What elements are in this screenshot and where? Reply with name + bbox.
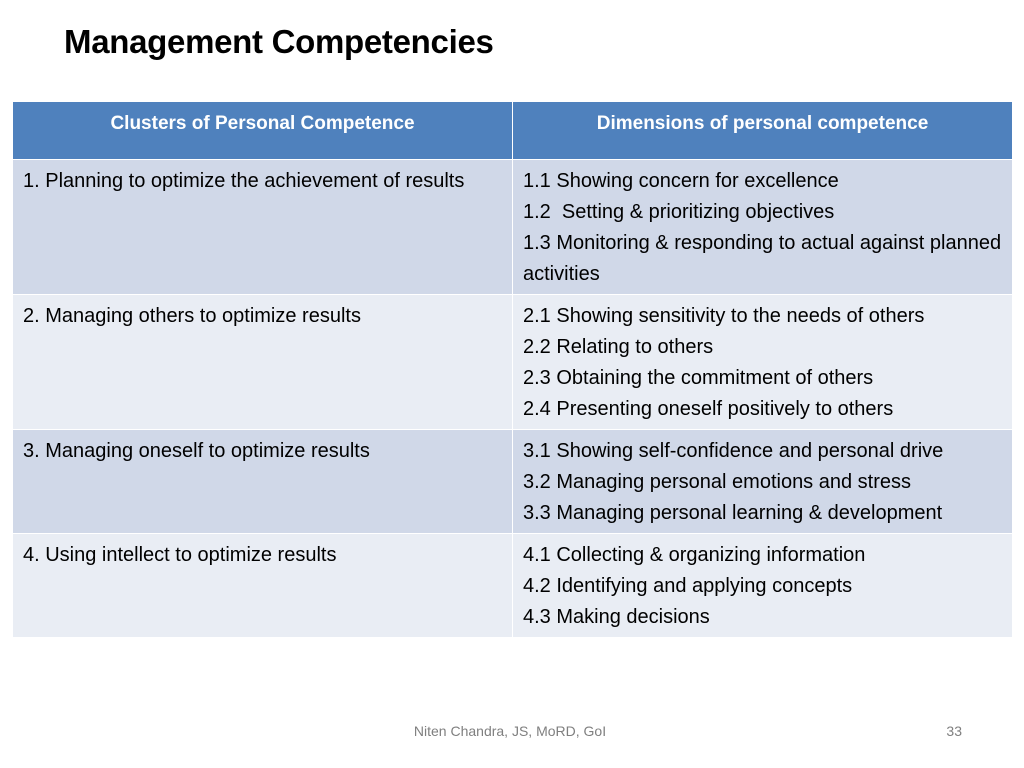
dimension-item: 3.3 Managing personal learning & development <box>523 502 943 524</box>
cluster-cell: 4. Using intellect to optimize results <box>13 534 513 638</box>
dimension-item: 1.2 Setting & prioritizing objectives <box>523 201 835 223</box>
header-dimensions: Dimensions of personal competence <box>513 102 1013 160</box>
dimension-item: 2.4 Presenting oneself positively to others <box>523 398 894 420</box>
table-row <box>13 430 1013 534</box>
dimensions-cell <box>513 160 1013 295</box>
dimension-item: 4.1 Collecting & organizing information <box>523 544 866 566</box>
dimension-item: 1.1 Showing concern for excellence <box>523 170 839 192</box>
dimension-item: 1.3 Monitoring & responding to actual against planned activities <box>523 232 1002 285</box>
dimensions-cell <box>513 430 1013 534</box>
page-number: 33 <box>946 723 962 739</box>
dimension-item: 2.1 Showing sensitivity to the needs of others <box>523 305 925 327</box>
dimensions-cell <box>513 295 1013 430</box>
table-header-row <box>13 102 1013 160</box>
dimension-item: 4.2 Identifying and applying concepts <box>523 575 853 597</box>
table-row <box>13 160 1013 295</box>
dimension-item: 4.3 Making decisions <box>523 606 710 628</box>
header-clusters: Clusters of Personal Competence <box>13 102 513 160</box>
dimension-item: 2.3 Obtaining the commitment of others <box>523 367 874 389</box>
table-row <box>13 295 1013 430</box>
slide-title: Management Competencies <box>64 23 494 60</box>
table-row <box>13 534 1013 638</box>
cluster-cell: 2. Managing others to optimize results <box>13 295 513 430</box>
dimension-item: 3.1 Showing self-confidence and personal drive <box>523 440 944 462</box>
dimensions-cell <box>513 534 1013 638</box>
slide-footer: Niten Chandra, JS, MoRD, GoI <box>413 723 607 739</box>
cluster-cell: 1. Planning to optimize the achievement of results <box>13 160 513 295</box>
dimension-item: 2.2 Relating to others <box>523 336 714 358</box>
competency-table <box>12 101 1013 638</box>
dimension-item: 3.2 Managing personal emotions and stress <box>523 471 912 493</box>
cluster-cell: 3. Managing oneself to optimize results <box>13 430 513 534</box>
